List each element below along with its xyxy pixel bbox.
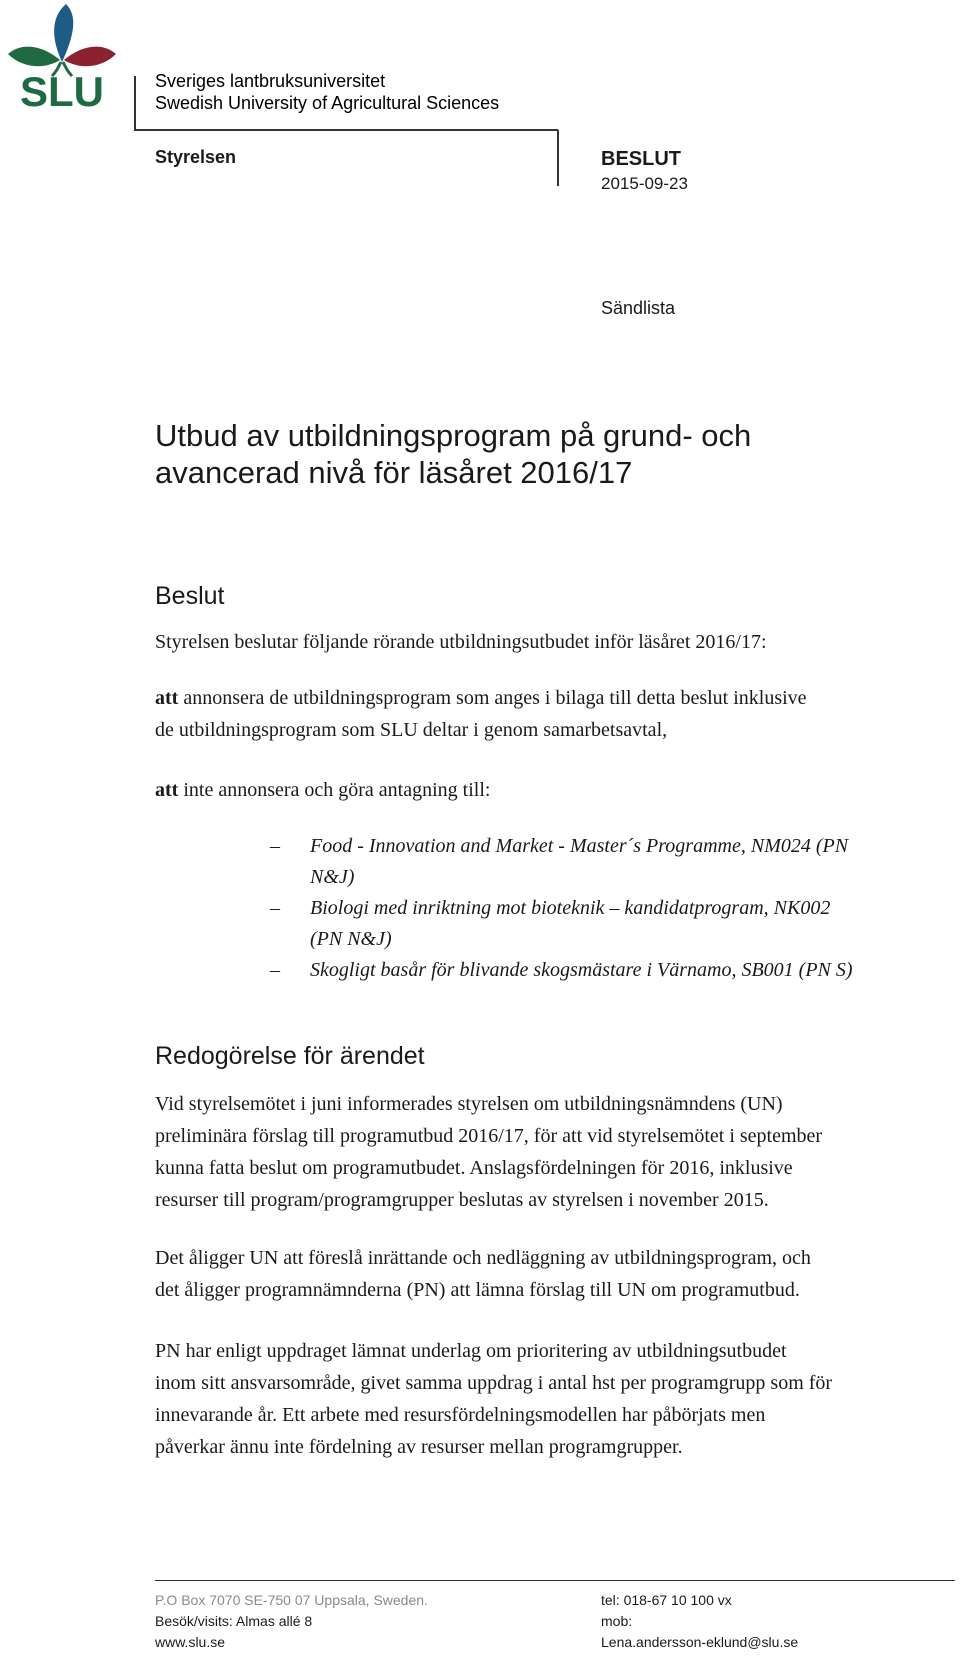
list-item xyxy=(270,893,950,955)
paragraph-line: Vid styrelsemötet i juni informerades styrelsen om utbildningsnämndens (UN) xyxy=(155,1093,783,1115)
title-line: avancerad nivå för läsåret 2016/17 xyxy=(155,455,633,490)
program-line: Food - Innovation and Market - Master´s Programme, NM024 (PN xyxy=(310,835,849,857)
program-line: Skogligt basår för blivande skogsmästare i Värnamo, SB001 (PN S) xyxy=(310,959,853,981)
paragraph-line: kunna fatta beslut om programutbudet. Anslagsfördelningen för 2016, inklusive xyxy=(155,1157,793,1179)
distribution-list: Sändlista xyxy=(601,298,676,318)
decision-clause-2 xyxy=(155,774,955,806)
report-paragraph-2 xyxy=(155,1242,955,1306)
header-divider-vertical-2 xyxy=(557,130,559,186)
issuing-unit: Styrelsen xyxy=(155,147,237,167)
clause-text: inte annonsera och göra antagning till: xyxy=(178,779,491,801)
footer-mobile: mob: xyxy=(601,1613,633,1629)
paragraph-line: inom sitt ansvarsområde, givet samma uppdrag i antal hst per programgrupp som för xyxy=(155,1372,833,1394)
footer-contact-left xyxy=(155,1590,428,1653)
footer-contact-right xyxy=(601,1590,798,1653)
paragraph-line: PN har enligt uppdraget lämnat underlag om prioritering av utbildningsutbudet xyxy=(155,1340,787,1362)
clause-text: de utbildningsprogram som SLU deltar i genom samarbetsavtal, xyxy=(155,719,668,741)
section-heading-decision: Beslut xyxy=(155,582,225,610)
clause-text: annonsera de utbildningsprogram som anges i bilaga till detta beslut inklusive xyxy=(178,687,807,709)
footer-address: P.O Box 7070 SE-750 07 Uppsala, Sweden. xyxy=(155,1592,428,1608)
section-heading-report: Redogörelse för ärendet xyxy=(155,1042,425,1070)
footer-website-link[interactable]: www.slu.se xyxy=(155,1634,226,1650)
footer-divider xyxy=(155,1580,955,1581)
header-divider-vertical xyxy=(134,76,136,130)
paragraph-line: innevarande år. Ett arbete med resursfördelningsmodellen har påbörjats men xyxy=(155,1404,766,1426)
university-name-en: Swedish University of Agricultural Sciences xyxy=(155,93,500,113)
program-line: Biologi med inriktning mot bioteknik – kandidatprogram, NK002 xyxy=(310,897,831,919)
paragraph-line: resurser till program/programgrupper beslutas av styrelsen i november 2015. xyxy=(155,1189,769,1211)
list-item xyxy=(270,955,950,986)
document-type: BESLUT xyxy=(601,148,681,170)
paragraph-line: det åligger programnämnderna (PN) att lämna förslag till UN om programutbud. xyxy=(155,1279,800,1301)
footer-email-link[interactable]: Lena.andersson-eklund@slu.se xyxy=(601,1634,799,1650)
excluded-programs-list xyxy=(270,831,950,986)
decision-intro: Styrelsen beslutar följande rörande utbildningsutbudet inför läsåret 2016/17: xyxy=(155,631,767,653)
header-divider-horizontal xyxy=(134,129,558,131)
paragraph-line: Det åligger UN att föreslå inrättande och nedläggning av utbildningsprogram, och xyxy=(155,1247,811,1269)
clause-keyword: att xyxy=(155,779,179,801)
list-item xyxy=(270,831,950,893)
dash-bullet: – xyxy=(270,835,280,857)
program-line: N&J) xyxy=(310,866,355,888)
title-line: Utbud av utbildningsprogram på grund- och xyxy=(155,418,752,453)
footer-telephone: tel: 018-67 10 100 vx xyxy=(601,1592,732,1608)
decision-clause-1 xyxy=(155,682,955,746)
logo-text: SLU xyxy=(20,68,104,110)
slu-logo xyxy=(6,2,118,115)
dash-bullet: – xyxy=(270,959,280,981)
paragraph-line: påverkar ännu inte fördelning av resurser mellan programgrupper. xyxy=(155,1436,683,1458)
program-line: (PN N&J) xyxy=(310,928,392,950)
report-paragraph-3 xyxy=(155,1335,955,1463)
clause-keyword: att xyxy=(155,687,179,709)
university-name-sv: Sveriges lantbruksuniversitet xyxy=(155,71,386,91)
document-date: 2015-09-23 xyxy=(601,174,688,193)
university-name xyxy=(155,70,499,114)
report-paragraph-1 xyxy=(155,1088,955,1216)
document-title xyxy=(155,417,915,491)
paragraph-line: preliminära förslag till programutbud 2016/17, för att vid styrelsemötet i september xyxy=(155,1125,823,1147)
slu-leaf-icon xyxy=(6,2,118,110)
dash-bullet: – xyxy=(270,897,280,919)
footer-visit-address: Besök/visits: Almas allé 8 xyxy=(155,1613,313,1629)
